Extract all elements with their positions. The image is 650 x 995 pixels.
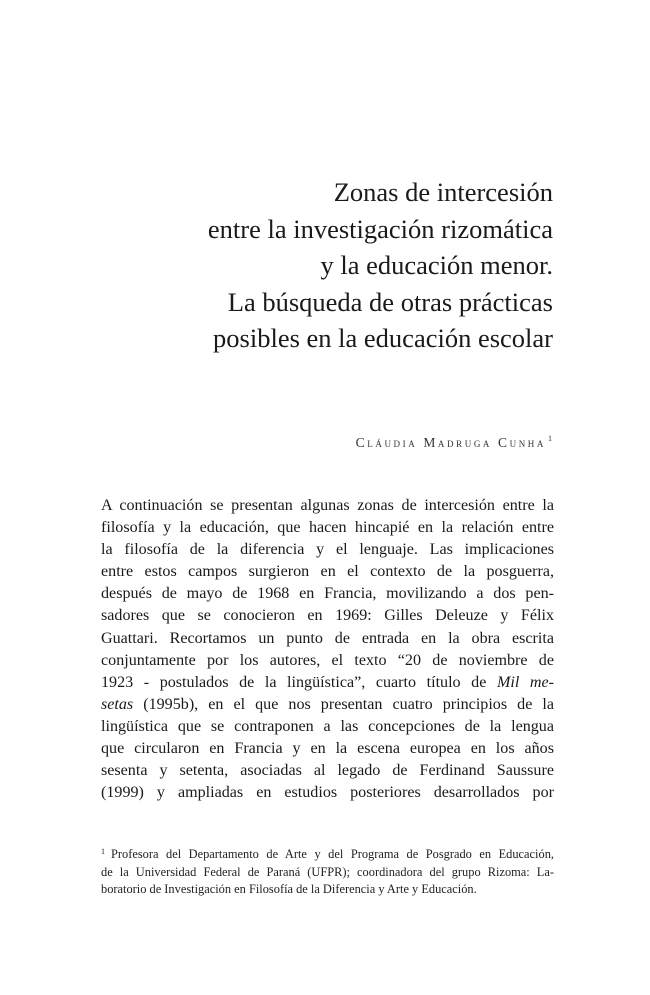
title-line: y la educación menor. [320,250,553,280]
title-line: Zonas de intercesión [333,177,553,207]
body-line-with-italic [101,672,554,694]
body-line: sadores que se conocieron en 1969: Gilles Deleuze y Félix [101,607,554,625]
book-title-italic: setas [101,695,134,713]
footnote-line [101,843,554,864]
body-line-text: 1923 - postulados de la lingüística”, cuarto título de [101,673,487,691]
body-line: sesenta y setenta, asociadas al legado de Ferdinand Saussure [101,762,554,780]
body-line: A continuación se presentan algunas zonas de intercesión entre la [101,497,554,514]
body-line: después de mayo de 1968 en Francia, movilizando a dos pen- [101,585,554,603]
title-line: entre la investigación rizomática [207,213,553,244]
author-byline [356,434,552,451]
title-line: La búsqueda de otras prácticas [227,286,553,317]
body-line: la filosofía de la diferencia y el lenguaje. Las implicaciones [101,541,554,559]
title-line: posibles en la educación escolar [213,323,553,353]
body-line: lingüística que se contraponen a las concepciones de la lengua [101,717,554,735]
footnote-mark: 1 [101,847,105,856]
body-line: entre estos campos surgieron en el contexto de la posguerra, [101,563,554,581]
footnote-line: de la Universidad Federal de Paraná (UFPR); coordinadora del grupo Rizoma: La- [101,864,554,879]
body-line-with-italic [101,694,554,716]
body-line: filosofía y la educación, que hacen hincapié en la relación entre [101,519,554,537]
chapter-title [93,174,553,357]
author-footnote-mark: 1 [548,434,552,443]
body-line: (1999) y ampliadas en estudios posteriores desarrollados por [101,784,554,802]
footnote-text: Profesora del Departamento de Arte y del Programa de Posgrado en Educación, [111,847,554,861]
book-title-italic: Mil me- [496,673,554,691]
body-line-text: (1995b), en el que nos presentan cuatro principios de la [143,695,554,713]
footnote [101,843,554,899]
body-line: Guattari. Recortamos un punto de entrada en la obra escrita [101,629,554,647]
body-paragraph [101,495,554,804]
body-line: que circularon en Francia y en la escena europea en los años [101,740,554,758]
body-line: conjuntamente por los autores, el texto “20 de noviembre de [101,651,554,669]
footnote-line: boratorio de Investigación en Filosofía de la Diferencia y Arte y Educación. [101,882,477,897]
author-name: Cláudia Madruga Cunha [355,435,546,450]
